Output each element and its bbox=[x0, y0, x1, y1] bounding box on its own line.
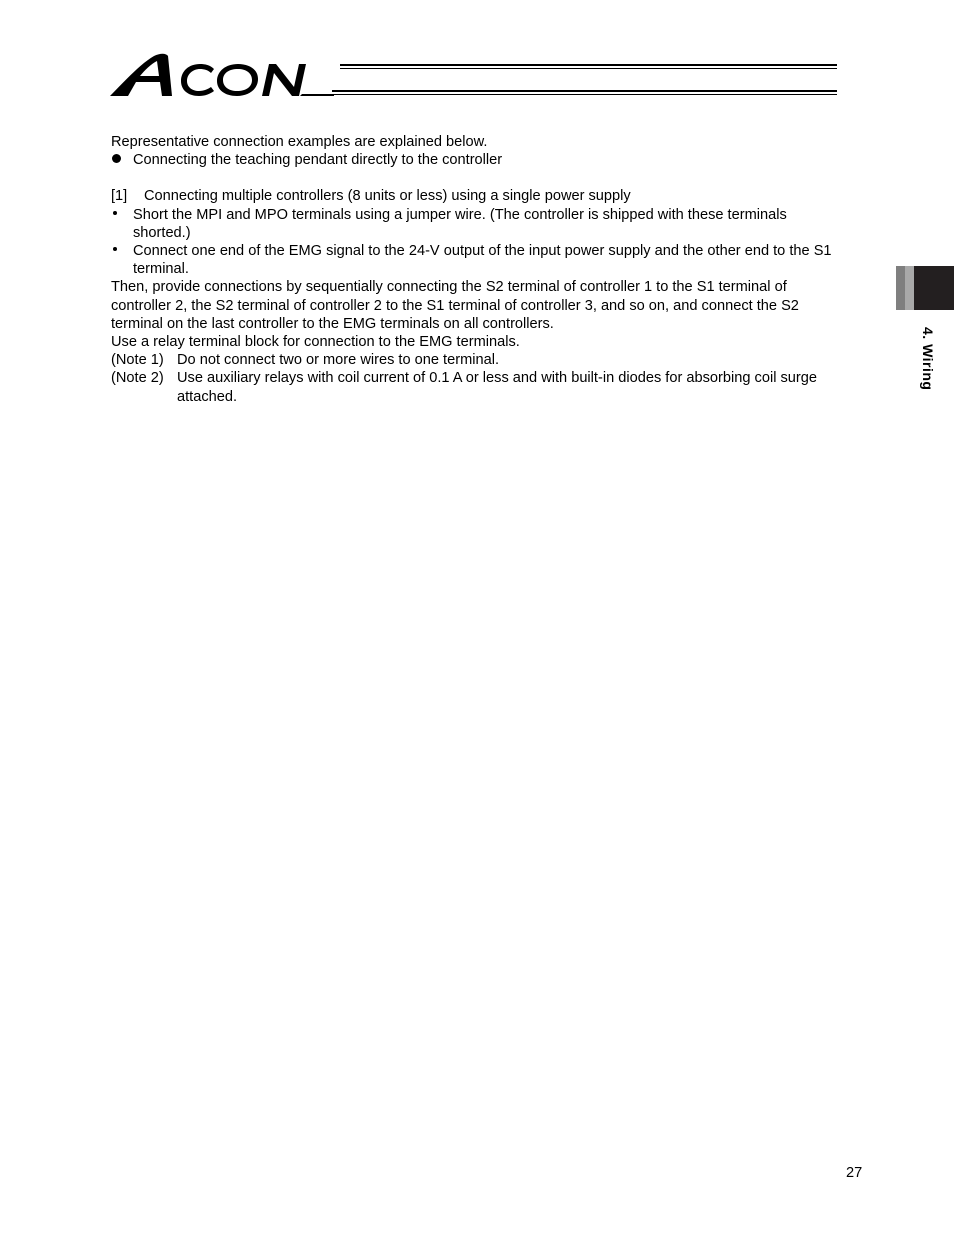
acon-logo bbox=[110, 52, 335, 98]
list-item-text: Short the MPI and MPO terminals using a jumper wire. (The controller is shipped with these terminals shorted.) bbox=[133, 206, 787, 241]
section-heading bbox=[111, 187, 836, 205]
header-rule bbox=[340, 68, 837, 69]
list-item bbox=[111, 242, 836, 278]
list-item bbox=[111, 206, 836, 242]
logo-swash bbox=[300, 94, 334, 96]
logo-letter-a bbox=[110, 54, 172, 96]
logo-letter-c bbox=[181, 64, 214, 96]
chapter-label bbox=[900, 323, 954, 393]
header-rule bbox=[332, 90, 837, 92]
bullet-dot-icon bbox=[111, 151, 133, 169]
list-item-text: Connect one end of the EMG signal to the 24-V output of the input power supply and the other end to the S1 terminal. bbox=[133, 243, 832, 278]
note-text: Use auxiliary relays with coil current of 0.1 A or less and with built-in diodes for absorbing coil surge attached. bbox=[177, 370, 818, 405]
intro-line: Representative connection examples are explained below. bbox=[111, 134, 488, 150]
note-label: (Note 1) bbox=[111, 352, 164, 369]
intro-bullet bbox=[111, 151, 836, 169]
header-rule bbox=[332, 94, 837, 95]
acon-logo-icon bbox=[110, 52, 335, 98]
note-label: (Note 2) bbox=[111, 370, 164, 387]
header-rule bbox=[340, 64, 837, 66]
note-text: Do not connect two or more wires to one terminal. bbox=[177, 352, 500, 369]
note bbox=[111, 369, 836, 405]
note bbox=[111, 351, 836, 369]
chapter-tab bbox=[896, 266, 954, 310]
logo-letter-n bbox=[262, 64, 306, 96]
paragraph: Use a relay terminal block for connection to the EMG terminals. bbox=[111, 334, 520, 351]
chapter-tab-stripe bbox=[896, 266, 905, 310]
chapter-tab-block bbox=[914, 266, 954, 310]
page-content bbox=[111, 133, 836, 406]
intro-bullet-text: Connecting the teaching pendant directly to the controller bbox=[133, 152, 503, 169]
chapter-label-text: 4. Wiring bbox=[920, 327, 936, 391]
page-number: 27 bbox=[846, 1165, 863, 1181]
chapter-tab-stripe bbox=[905, 266, 914, 310]
section-title: Connecting multiple controllers (8 units or less) using a single power supply bbox=[144, 188, 631, 205]
section-number: [1] bbox=[111, 188, 128, 205]
bullet-dot-icon bbox=[111, 206, 133, 242]
header-rules bbox=[332, 64, 837, 96]
logo-letter-o bbox=[217, 64, 258, 96]
paragraph: Then, provide connections by sequentially connecting the S2 terminal of controller 1 to the S1 terminal of controller 2, the S2 terminal of controller 2 to the S1 terminal of controller 3, and so on, and connect the S2 terminal on the last controller to the EMG terminals on all controllers. bbox=[111, 279, 799, 332]
bullet-dot-icon bbox=[111, 242, 133, 278]
